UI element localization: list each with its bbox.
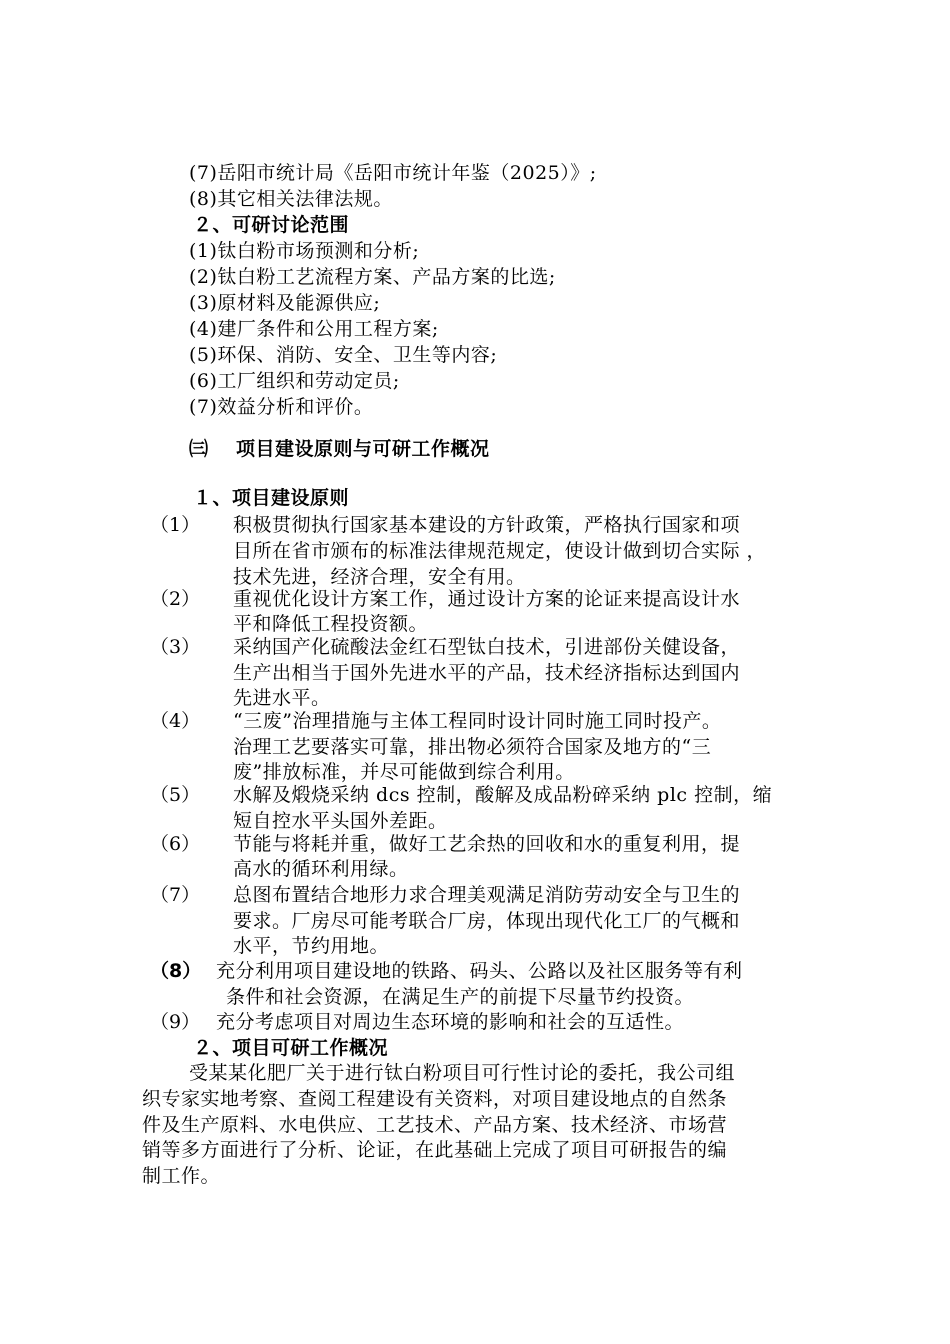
reference-item: (7)岳阳市统计局《岳阳市统计年鉴（2025）》; bbox=[189, 162, 597, 184]
scope-heading: ２、可研讨论范围 bbox=[193, 214, 350, 236]
overview-text: 件及生产原料、水电供应、工艺技术、产品方案、技术经济、市场营 bbox=[142, 1114, 728, 1136]
principle-number: （4） bbox=[150, 710, 201, 732]
scope-item: (5)环保、消防、安全、卫生等内容; bbox=[189, 344, 498, 366]
principle-text: 条件和社会资源，在满足生产的前提下尽量节约投资。 bbox=[226, 986, 695, 1008]
principle-text: 重视优化设计方案工作，通过设计方案的论证来提高设计水 bbox=[233, 588, 741, 610]
principle-text: 高水的循环利用绿。 bbox=[233, 858, 409, 880]
overview-text: 销等多方面进行了分析、论证，在此基础上完成了项目可研报告的编 bbox=[142, 1139, 728, 1161]
principle-text: 充分考虑项目对周边生态环境的影响和社会的互适性。 bbox=[216, 1011, 685, 1033]
principle-text: 生产出相当于国外先进水平的产品，技术经济指标达到国内 bbox=[233, 662, 741, 684]
overview-text: 制工作。 bbox=[142, 1165, 221, 1187]
principle-text: 采纳国产化硫酸法金红石型钛白技术，引进部份关健设备， bbox=[233, 636, 741, 658]
principle-text: 目所在省市颁布的标准法律规范规定，使设计做到切合实际 ， bbox=[233, 540, 767, 562]
overview-text: 织专家实地考察、查阅工程建设有关资料，对项目建设地点的自然条 bbox=[142, 1088, 728, 1110]
overview-heading: ２、项目可研工作概况 bbox=[193, 1037, 389, 1059]
principle-number: （7） bbox=[150, 884, 201, 906]
scope-item: (1)钛白粉市场预测和分析; bbox=[189, 240, 420, 262]
principle-text: 充分利用项目建设地的铁路、码头、公路以及社区服务等有利 bbox=[216, 960, 743, 982]
principle-text: 节能与将耗并重，做好工艺余热的回收和水的重复利用，提 bbox=[233, 833, 741, 855]
principle-number: （5） bbox=[150, 784, 201, 806]
principle-number: （8） bbox=[150, 960, 202, 982]
scope-item: (2)钛白粉工艺流程方案、产品方案的比选; bbox=[189, 266, 556, 288]
principle-text: 总图布置结合地形力求合理美观满足消防劳动安全与卫生的 bbox=[233, 884, 741, 906]
principle-text: 废”排放标准，并尽可能做到综合利用。 bbox=[233, 761, 575, 783]
principle-text: 平和降低工程投资额。 bbox=[233, 613, 429, 635]
principle-text: 水平，节约用地。 bbox=[233, 935, 390, 957]
principle-text: 治理工艺要落实可靠，排出物必须符合国家及地方的“三 bbox=[233, 736, 712, 758]
scope-item: (4)建厂条件和公用工程方案; bbox=[189, 318, 439, 340]
principle-text: 先进水平。 bbox=[233, 687, 331, 709]
principle-text: 积极贯彻执行国家基本建设的方针政策，严格执行国家和项 bbox=[233, 514, 741, 536]
reference-item: (8)其它相关法律法规。 bbox=[189, 188, 393, 210]
principle-number: （1） bbox=[150, 514, 201, 536]
principle-text: 水解及煅烧采纳 dcs 控制，酸解及成品粉碎采纳 plc 控制，缩 bbox=[233, 784, 773, 806]
overview-text: 受某某化肥厂关于进行钛白粉项目可行性讨论的委托，我公司组 bbox=[189, 1062, 736, 1084]
principle-text: 要求。厂房尽可能考联合厂房，体现出现代化工厂的气概和 bbox=[233, 910, 741, 932]
principle-number: （3） bbox=[150, 636, 201, 658]
principles-heading: １、项目建设原则 bbox=[193, 487, 350, 509]
section-title: 项目建设原则与可研工作概况 bbox=[236, 438, 490, 460]
principle-number: （2） bbox=[150, 588, 201, 610]
principle-text: 短自控水平头国外差距。 bbox=[233, 810, 448, 832]
scope-item: (7)效益分析和评价。 bbox=[189, 396, 374, 418]
principle-number: （9） bbox=[150, 1011, 201, 1033]
scope-item: (3)原材料及能源供应; bbox=[189, 292, 381, 314]
scope-item: (6)工厂组织和劳动定员; bbox=[189, 370, 400, 392]
section-marker: ㈢ bbox=[189, 438, 209, 460]
principle-number: （6） bbox=[150, 833, 201, 855]
principle-text: 技术先进，经济合理，安全有用。 bbox=[233, 566, 526, 588]
principle-text: “三废”治理措施与主体工程同时设计同时施工同时投产。 bbox=[233, 710, 722, 732]
